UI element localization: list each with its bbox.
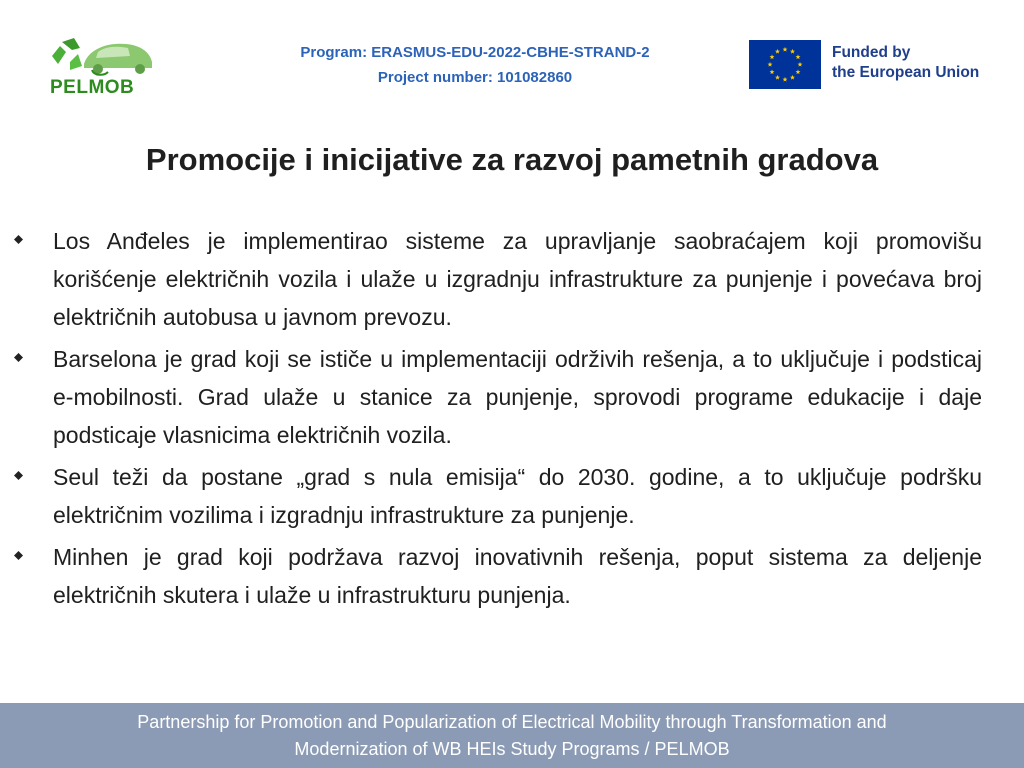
bullet-text: Los Anđeles je implementirao sisteme za upravljanje saobraćajem koji promovišu korišćenje električnih vozila i ulaže u izgradnju infrastrukture za punjenje i povećava broj električnih autobusa u javnom prevozu. bbox=[53, 228, 982, 330]
footer-line1: Partnership for Promotion and Popularization of Electrical Mobility through Transformation and bbox=[137, 712, 887, 732]
eu-funding-line2: the European Union bbox=[832, 64, 980, 81]
footer-text bbox=[50, 709, 974, 763]
diamond-bullet-icon bbox=[14, 471, 23, 480]
bullet-text: Barselona je grad koji se ističe u implementaciji održivih rešenja, a to uključuje i podsticaj e-mobilnosti. Grad ulaže u stanice za punjenje, sprovodi programe edukacije i daje podsticaje vlasnicima električnih vozila. bbox=[53, 346, 982, 448]
diamond-bullet-icon bbox=[14, 353, 23, 362]
eu-funding-label bbox=[832, 43, 979, 83]
diamond-bullet-icon bbox=[14, 235, 23, 244]
footer-bar bbox=[0, 703, 1024, 768]
list-item bbox=[14, 222, 982, 336]
project-number: Project number: 101082860 bbox=[377, 69, 573, 86]
diamond-bullet-icon bbox=[14, 551, 23, 560]
recycle-car-icon bbox=[48, 34, 156, 78]
program-info bbox=[260, 40, 690, 90]
list-item bbox=[14, 340, 982, 454]
bullet-list bbox=[14, 222, 982, 618]
program-line: Program: ERASMUS-EDU-2022-CBHE-STRAND-2 bbox=[300, 44, 650, 61]
eu-funding-line1: Funded by bbox=[832, 44, 911, 61]
list-item bbox=[14, 538, 982, 614]
slide-title: Promocije i inicijative za razvoj pametnih gradova bbox=[145, 142, 879, 177]
footer-line2: Modernization of WB HEIs Study Programs / PELMOB bbox=[294, 739, 730, 759]
eu-flag-icon bbox=[749, 40, 821, 89]
logo-wordmark: PELMOB bbox=[50, 77, 135, 98]
list-item bbox=[14, 458, 982, 534]
pelmob-logo bbox=[48, 34, 156, 100]
bullet-text: Seul teži da postane „grad s nula emisija“ do 2030. godine, a to uključuje podršku električnim vozilima i izgradnju infrastrukture za punjenje. bbox=[53, 464, 982, 528]
bullet-text: Minhen je grad koji podržava razvoj inovativnih rešenja, poput sistema za deljenje električnih skutera i ulaže u infrastrukturu punjenja. bbox=[53, 544, 982, 608]
